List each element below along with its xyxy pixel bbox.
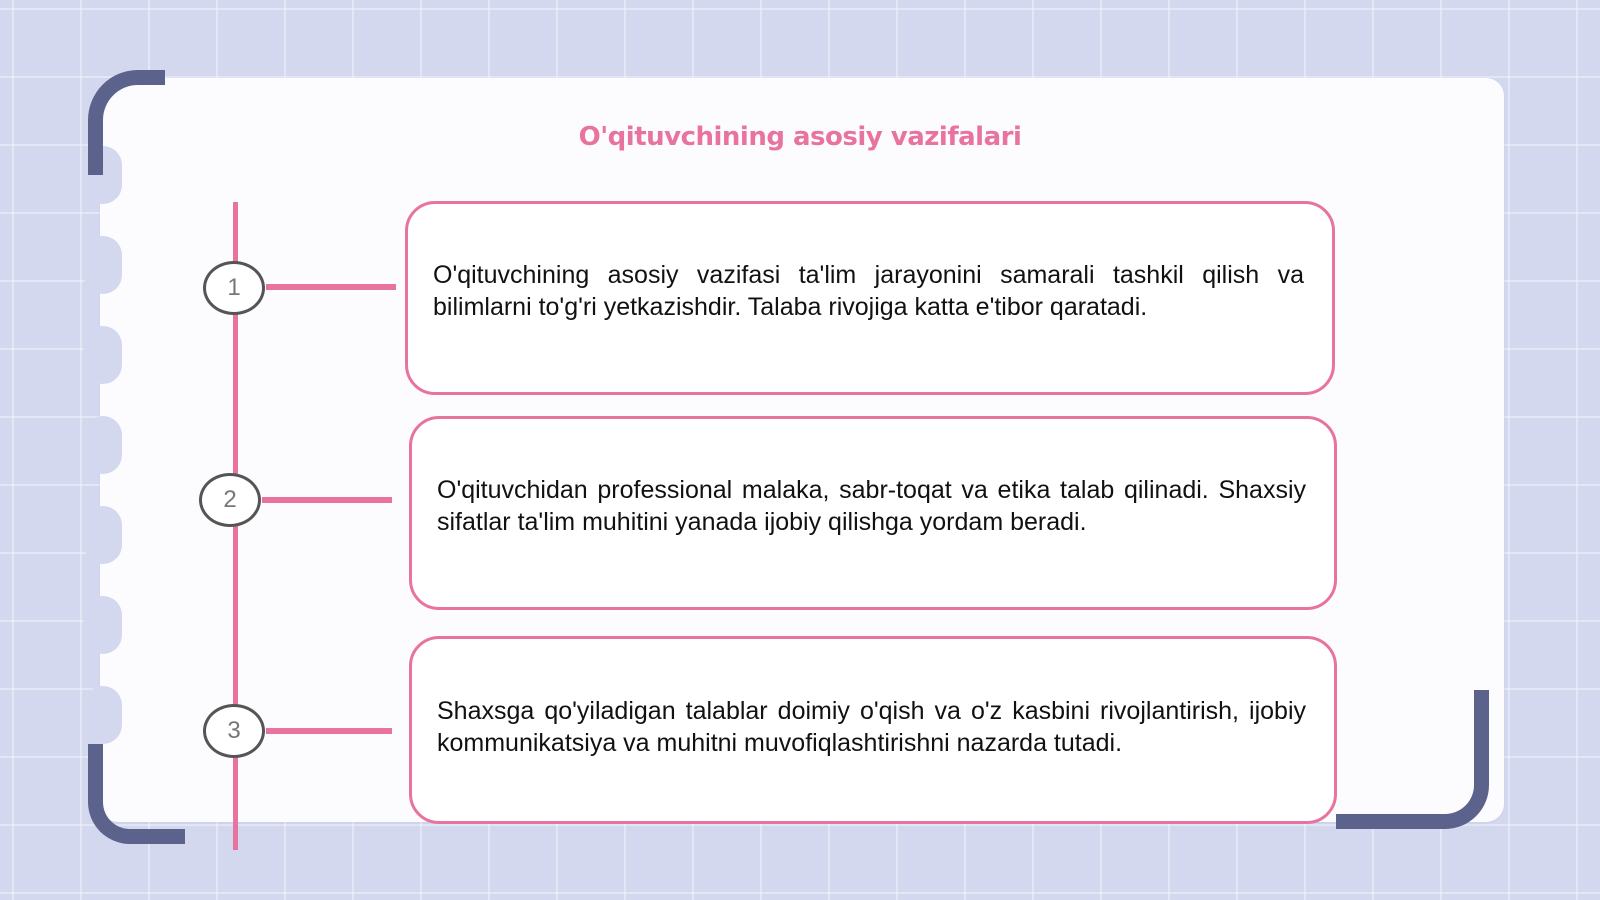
step-connector	[266, 284, 396, 290]
card-notch	[84, 686, 122, 744]
step-description: O'qituvchidan professional malaka, sabr-toqat va etika talab qilinadi. Shaxsiy sifatlar ta'lim muhitini yanada ijobiy qilishga yordam beradi.	[437, 476, 1306, 536]
step-number-badge	[199, 473, 261, 527]
step-number: 2	[223, 486, 237, 513]
frame-corner-top-left	[88, 70, 165, 175]
step-description: O'qituvchining asosiy vazifasi ta'lim jarayonini samarali tashkil qilish va bilimlarni to'g'ri yetkazishdir. Talaba rivojiga katta e'tibor qaratadi.	[433, 261, 1304, 321]
card-notch	[84, 326, 122, 384]
step-number: 3	[227, 717, 241, 744]
step-box	[409, 636, 1337, 824]
card-notch	[84, 236, 122, 294]
step-box	[409, 416, 1337, 610]
card-notch	[84, 416, 122, 474]
step-connector	[266, 728, 392, 734]
step-connector	[262, 497, 392, 503]
frame-corner-bottom-left	[88, 744, 185, 844]
step-number-badge	[203, 261, 265, 315]
step-description: Shaxsga qo'yiladigan talablar doimiy o'qish va o'z kasbini rivojlantirish, ijobiy kommunikatsiya va muhitni muvofiqlashtirishni nazarda tutadi.	[437, 697, 1306, 757]
step-number: 1	[227, 274, 241, 301]
frame-corner-bottom-right	[1336, 690, 1489, 829]
slide-title: O'qituvchining asosiy vazifalari	[578, 122, 1022, 152]
step-box	[405, 201, 1335, 395]
step-number-badge	[203, 704, 265, 758]
card-notch	[84, 596, 122, 654]
card-notch	[84, 506, 122, 564]
